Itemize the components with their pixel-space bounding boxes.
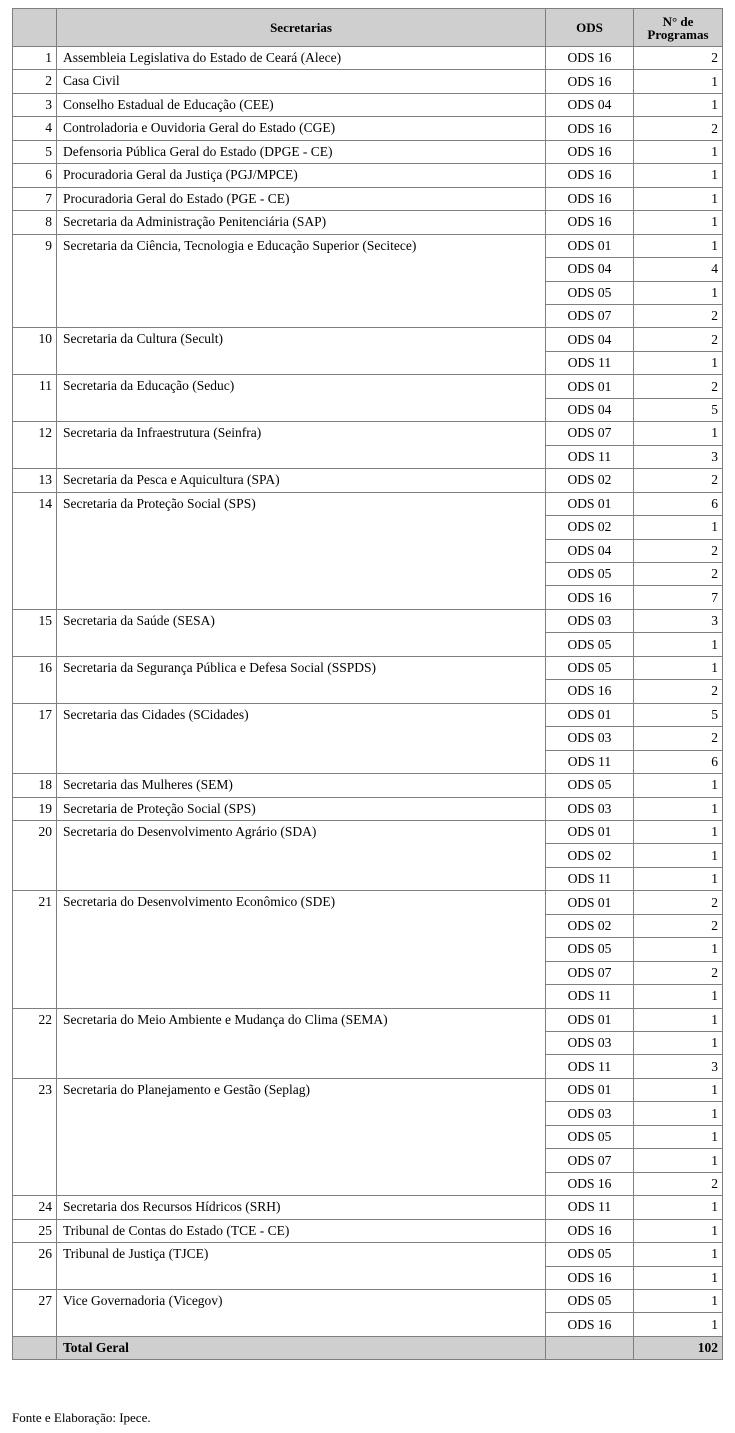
ods-cell: ODS 16 [546, 680, 634, 703]
programs-count-cell: 1 [634, 1266, 723, 1289]
row-number: 13 [13, 469, 57, 492]
programs-count-cell: 1 [634, 820, 723, 843]
row-number: 19 [13, 797, 57, 820]
row-number: 5 [13, 140, 57, 163]
total-ods-cell [546, 1336, 634, 1359]
table-row [13, 375, 723, 398]
ods-cell: ODS 16 [546, 70, 634, 93]
programs-count-cell: 1 [634, 211, 723, 234]
ods-cell: ODS 04 [546, 539, 634, 562]
ods-cell: ODS 01 [546, 820, 634, 843]
ods-cell: ODS 16 [546, 1172, 634, 1195]
programs-count-cell: 2 [634, 727, 723, 750]
row-number: 21 [13, 891, 57, 1008]
secretaria-name: Secretaria das Cidades (SCidades) [57, 703, 546, 773]
programs-count-cell: 1 [634, 1102, 723, 1125]
row-number: 17 [13, 703, 57, 773]
programs-count-cell: 2 [634, 117, 723, 140]
secretaria-name: Secretaria da Infraestrutura (Seinfra) [57, 422, 546, 469]
row-number: 18 [13, 774, 57, 797]
total-value: 102 [634, 1336, 723, 1359]
row-number: 26 [13, 1243, 57, 1290]
ods-cell: ODS 11 [546, 1055, 634, 1078]
secretaria-name: Secretaria de Proteção Social (SPS) [57, 797, 546, 820]
secretaria-name: Secretaria da Segurança Pública e Defesa Social (SSPDS) [57, 656, 546, 703]
table-row [13, 211, 723, 234]
table-row [13, 1196, 723, 1219]
secretaria-name: Tribunal de Contas do Estado (TCE - CE) [57, 1219, 546, 1242]
table-row [13, 1243, 723, 1266]
secretaria-name: Tribunal de Justiça (TJCE) [57, 1243, 546, 1290]
secretaria-name: Controladoria e Ouvidoria Geral do Estado (CGE) [57, 117, 546, 140]
programs-count-cell: 2 [634, 469, 723, 492]
ods-cell: ODS 05 [546, 656, 634, 679]
secretaria-name: Secretaria do Meio Ambiente e Mudança do Clima (SEMA) [57, 1008, 546, 1078]
ods-cell: ODS 03 [546, 1032, 634, 1055]
programs-count-cell: 1 [634, 656, 723, 679]
programs-count-cell: 1 [634, 281, 723, 304]
programs-count-cell: 1 [634, 1196, 723, 1219]
table-row [13, 1219, 723, 1242]
row-number: 10 [13, 328, 57, 375]
ods-cell: ODS 02 [546, 516, 634, 539]
row-number: 3 [13, 93, 57, 116]
programs-count-cell: 1 [634, 1219, 723, 1242]
row-number: 22 [13, 1008, 57, 1078]
programs-count-cell: 1 [634, 774, 723, 797]
ods-cell: ODS 03 [546, 727, 634, 750]
secretaria-name: Procuradoria Geral do Estado (PGE - CE) [57, 187, 546, 210]
programs-count-cell: 3 [634, 1055, 723, 1078]
row-number: 16 [13, 656, 57, 703]
ods-cell: ODS 03 [546, 797, 634, 820]
ods-cell: ODS 01 [546, 492, 634, 515]
ods-cell: ODS 05 [546, 774, 634, 797]
programs-count-cell: 1 [634, 516, 723, 539]
header-programas: N° de Programas [634, 9, 723, 47]
secretaria-name: Secretaria do Planejamento e Gestão (Seplag) [57, 1078, 546, 1195]
secretaria-name: Secretaria do Desenvolvimento Agrário (SDA) [57, 820, 546, 890]
programs-count-cell: 2 [634, 47, 723, 70]
table-row [13, 492, 723, 515]
source-note: Fonte e Elaboração: Ipece. [12, 1410, 151, 1425]
row-number: 15 [13, 609, 57, 656]
ods-cell: ODS 07 [546, 1149, 634, 1172]
table-row [13, 140, 723, 163]
table-row [13, 774, 723, 797]
ods-cell: ODS 11 [546, 445, 634, 468]
secretaria-name: Casa Civil [57, 70, 546, 93]
ods-cell: ODS 02 [546, 469, 634, 492]
programs-count-cell: 2 [634, 961, 723, 984]
ods-cell: ODS 16 [546, 1266, 634, 1289]
ods-cell: ODS 03 [546, 609, 634, 632]
programs-count-cell: 5 [634, 398, 723, 421]
secretaria-name: Secretaria da Ciência, Tecnologia e Educação Superior (Secitece) [57, 234, 546, 328]
programs-count-cell: 7 [634, 586, 723, 609]
row-number: 1 [13, 47, 57, 70]
programs-count-cell: 1 [634, 1149, 723, 1172]
ods-cell: ODS 16 [546, 1219, 634, 1242]
table-body [13, 47, 723, 1337]
programs-count-cell: 2 [634, 304, 723, 327]
ods-cell: ODS 01 [546, 891, 634, 914]
programs-count-cell: 1 [634, 938, 723, 961]
ods-cell: ODS 11 [546, 1196, 634, 1219]
ods-cell: ODS 16 [546, 164, 634, 187]
ods-cell: ODS 04 [546, 328, 634, 351]
programs-count-cell: 2 [634, 891, 723, 914]
table-row [13, 1008, 723, 1031]
row-number: 12 [13, 422, 57, 469]
secretaria-name: Secretaria da Educação (Seduc) [57, 375, 546, 422]
ods-cell: ODS 05 [546, 562, 634, 585]
programs-count-cell: 1 [634, 1313, 723, 1336]
ods-cell: ODS 05 [546, 633, 634, 656]
row-number: 2 [13, 70, 57, 93]
row-number: 24 [13, 1196, 57, 1219]
ods-cell: ODS 04 [546, 258, 634, 281]
programs-count-cell: 1 [634, 93, 723, 116]
total-number-cell [13, 1336, 57, 1359]
ods-cell: ODS 05 [546, 1290, 634, 1313]
ods-cell: ODS 11 [546, 750, 634, 773]
table-row [13, 656, 723, 679]
table-row [13, 187, 723, 210]
table-row [13, 469, 723, 492]
programs-count-cell: 1 [634, 140, 723, 163]
programs-count-cell: 1 [634, 351, 723, 374]
ods-cell: ODS 04 [546, 93, 634, 116]
row-number: 20 [13, 820, 57, 890]
programs-count-cell: 2 [634, 539, 723, 562]
ods-cell: ODS 07 [546, 961, 634, 984]
table-row [13, 234, 723, 257]
programs-count-cell: 1 [634, 985, 723, 1008]
ods-cell: ODS 16 [546, 211, 634, 234]
programs-count-cell: 1 [634, 1243, 723, 1266]
secretaria-name: Secretaria do Desenvolvimento Econômico (SDE) [57, 891, 546, 1008]
programs-count-cell: 1 [634, 844, 723, 867]
row-number: 23 [13, 1078, 57, 1195]
ods-cell: ODS 01 [546, 703, 634, 726]
ods-cell: ODS 11 [546, 985, 634, 1008]
programs-count-cell: 1 [634, 1290, 723, 1313]
table-row [13, 47, 723, 70]
programs-count-cell: 1 [634, 70, 723, 93]
secretaria-name: Secretaria da Saúde (SESA) [57, 609, 546, 656]
programs-count-cell: 2 [634, 680, 723, 703]
row-number: 8 [13, 211, 57, 234]
row-number: 7 [13, 187, 57, 210]
secretaria-name: Secretaria das Mulheres (SEM) [57, 774, 546, 797]
programs-count-cell: 2 [634, 914, 723, 937]
ods-cell: ODS 05 [546, 281, 634, 304]
ods-cell: ODS 16 [546, 1313, 634, 1336]
secretaria-name: Secretaria da Proteção Social (SPS) [57, 492, 546, 609]
table-row [13, 93, 723, 116]
programs-count-cell: 2 [634, 562, 723, 585]
ods-cell: ODS 16 [546, 187, 634, 210]
row-number: 11 [13, 375, 57, 422]
programs-count-cell: 1 [634, 234, 723, 257]
programs-count-cell: 1 [634, 1078, 723, 1101]
secretaria-name: Secretaria da Pesca e Aquicultura (SPA) [57, 469, 546, 492]
programs-count-cell: 2 [634, 1172, 723, 1195]
table-row [13, 703, 723, 726]
table-row [13, 164, 723, 187]
secretaria-name: Secretaria da Administração Penitenciária (SAP) [57, 211, 546, 234]
ods-cell: ODS 02 [546, 844, 634, 867]
programs-count-cell: 1 [634, 164, 723, 187]
ods-cell: ODS 11 [546, 351, 634, 374]
programs-count-cell: 5 [634, 703, 723, 726]
programs-count-cell: 1 [634, 187, 723, 210]
ods-cell: ODS 01 [546, 234, 634, 257]
secretaria-name: Assembleia Legislativa do Estado de Ceará (Alece) [57, 47, 546, 70]
ods-cell: ODS 03 [546, 1102, 634, 1125]
table-row [13, 609, 723, 632]
secretaria-name: Conselho Estadual de Educação (CEE) [57, 93, 546, 116]
ods-cell: ODS 07 [546, 304, 634, 327]
table-row [13, 422, 723, 445]
table-header-row [13, 9, 723, 47]
programs-count-cell: 6 [634, 750, 723, 773]
table-row [13, 1290, 723, 1313]
ods-cell: ODS 04 [546, 398, 634, 421]
table-row [13, 328, 723, 351]
ods-cell: ODS 16 [546, 117, 634, 140]
programs-count-cell: 1 [634, 422, 723, 445]
total-row [13, 1336, 723, 1359]
ods-cell: ODS 16 [546, 586, 634, 609]
ods-cell: ODS 16 [546, 140, 634, 163]
secretaria-name: Secretaria da Cultura (Secult) [57, 328, 546, 375]
row-number: 9 [13, 234, 57, 328]
ods-cell: ODS 01 [546, 1078, 634, 1101]
row-number: 25 [13, 1219, 57, 1242]
ods-cell: ODS 05 [546, 1243, 634, 1266]
programs-count-cell: 1 [634, 797, 723, 820]
secretaria-name: Vice Governadoria (Vicegov) [57, 1290, 546, 1337]
ods-cell: ODS 02 [546, 914, 634, 937]
header-secretarias: Secretarias [57, 9, 546, 47]
ods-cell: ODS 07 [546, 422, 634, 445]
programs-count-cell: 1 [634, 1008, 723, 1031]
ods-programs-table [12, 8, 723, 1360]
ods-cell: ODS 01 [546, 375, 634, 398]
programs-count-cell: 2 [634, 375, 723, 398]
secretaria-name: Defensoria Pública Geral do Estado (DPGE - CE) [57, 140, 546, 163]
total-label: Total Geral [57, 1336, 546, 1359]
row-number: 27 [13, 1290, 57, 1337]
row-number: 4 [13, 117, 57, 140]
programs-count-cell: 1 [634, 1032, 723, 1055]
table-row [13, 117, 723, 140]
ods-cell: ODS 05 [546, 938, 634, 961]
table-row [13, 891, 723, 914]
ods-table-container [12, 8, 723, 1360]
ods-cell: ODS 11 [546, 867, 634, 890]
header-number [13, 9, 57, 47]
ods-cell: ODS 05 [546, 1125, 634, 1148]
programs-count-cell: 1 [634, 867, 723, 890]
programs-count-cell: 2 [634, 328, 723, 351]
row-number: 6 [13, 164, 57, 187]
table-row [13, 1078, 723, 1101]
programs-count-cell: 3 [634, 609, 723, 632]
programs-count-cell: 3 [634, 445, 723, 468]
programs-count-cell: 6 [634, 492, 723, 515]
programs-count-cell: 4 [634, 258, 723, 281]
programs-count-cell: 1 [634, 1125, 723, 1148]
table-row [13, 70, 723, 93]
secretaria-name: Secretaria dos Recursos Hídricos (SRH) [57, 1196, 546, 1219]
row-number: 14 [13, 492, 57, 609]
table-row [13, 797, 723, 820]
table-row [13, 820, 723, 843]
ods-cell: ODS 01 [546, 1008, 634, 1031]
programs-count-cell: 1 [634, 633, 723, 656]
header-ods: ODS [546, 9, 634, 47]
ods-cell: ODS 16 [546, 47, 634, 70]
secretaria-name: Procuradoria Geral da Justiça (PGJ/MPCE) [57, 164, 546, 187]
